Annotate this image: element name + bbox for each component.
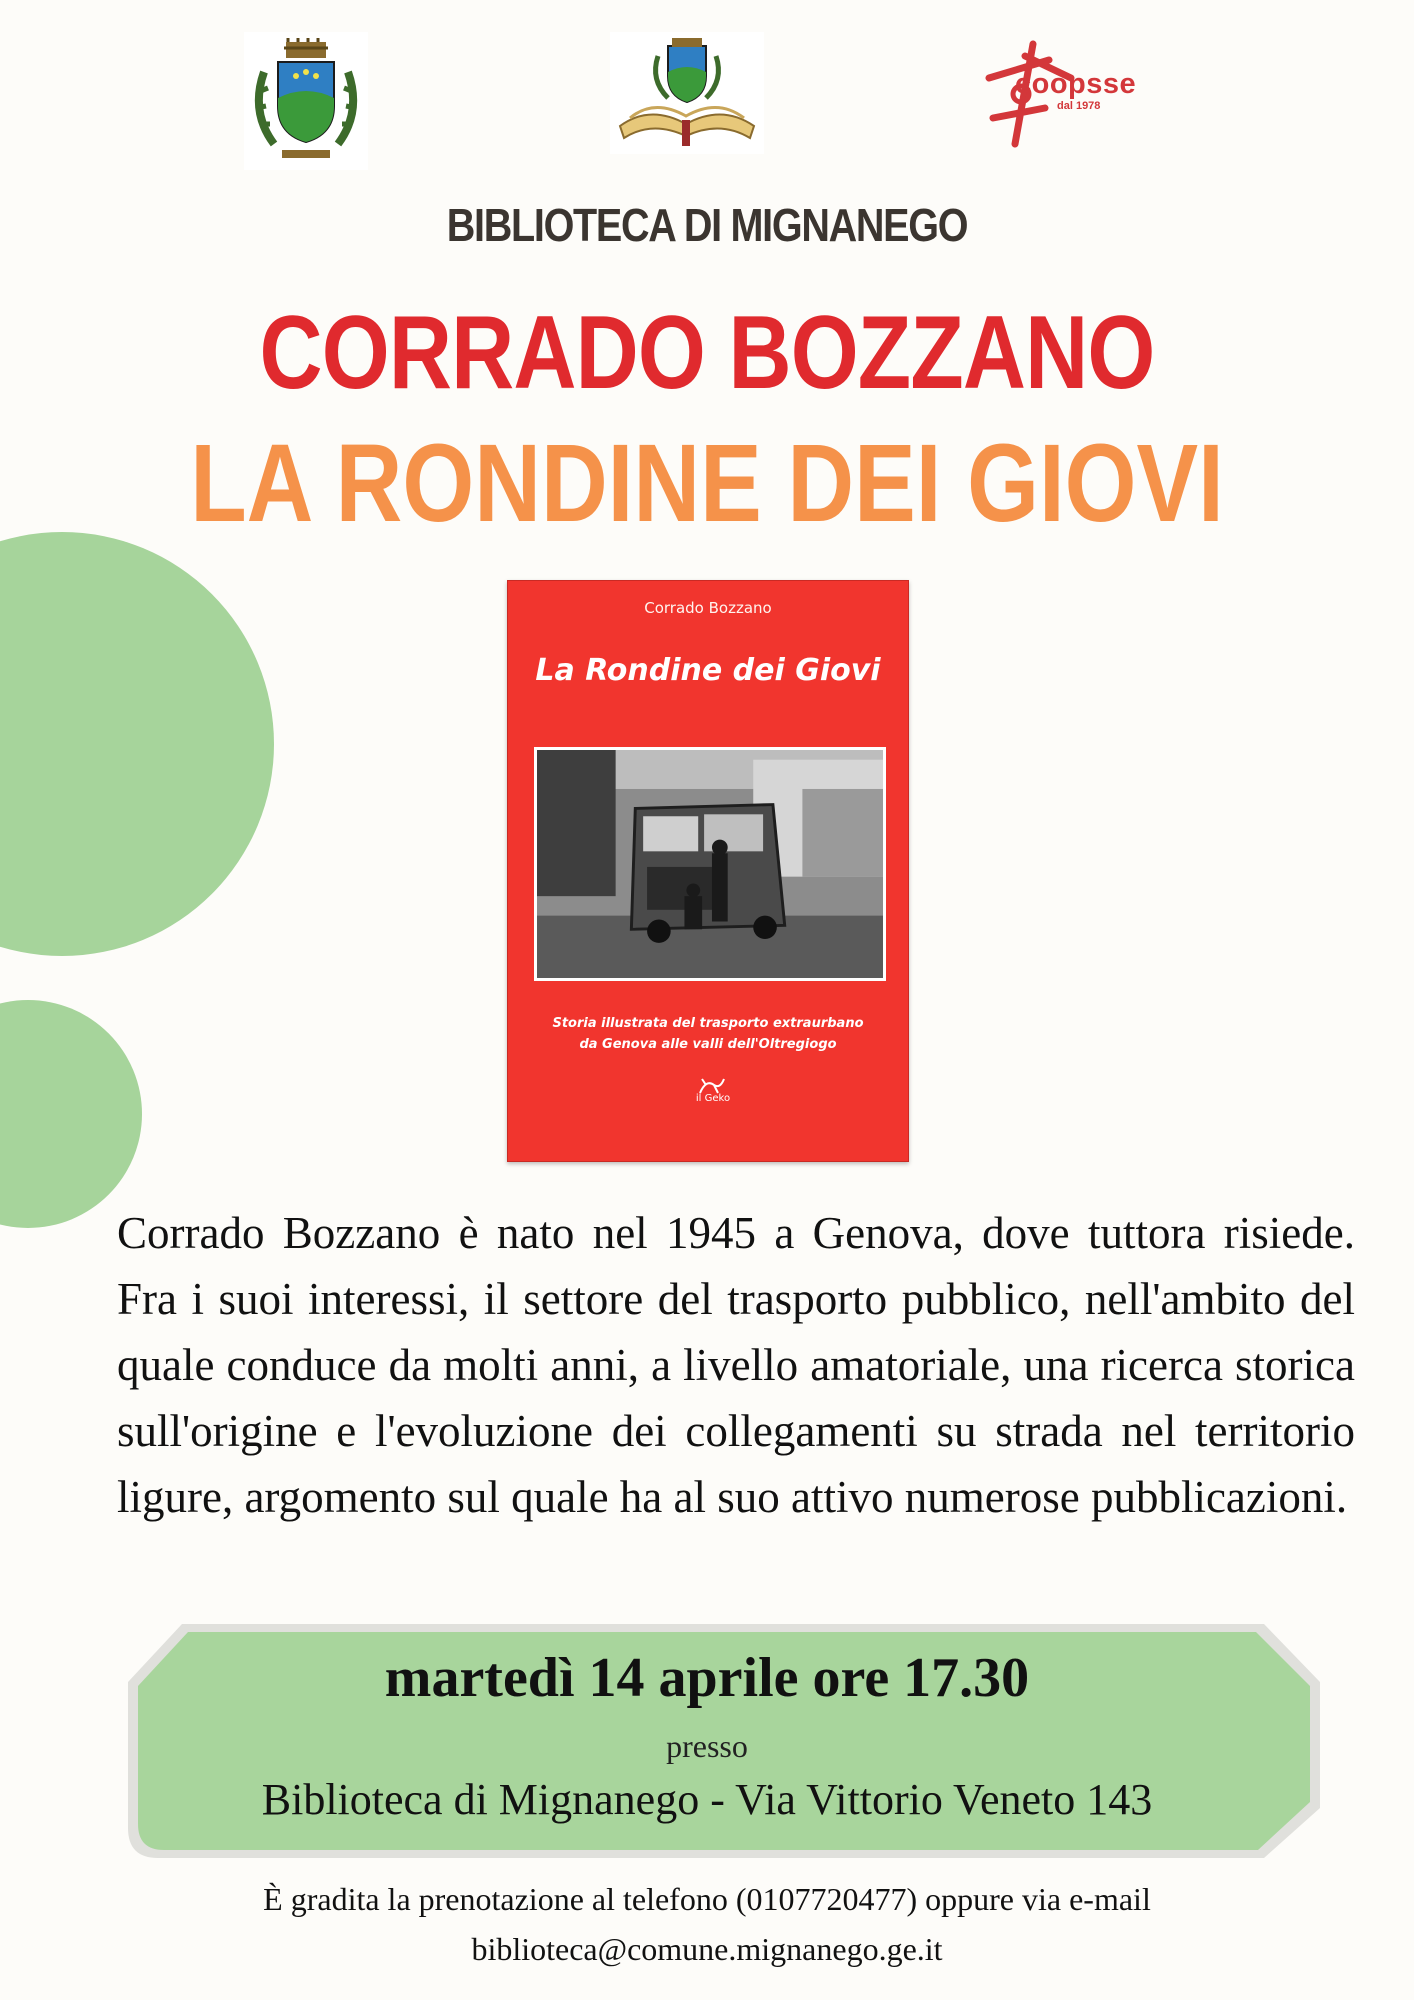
- cover-subtitle-line2: da Genova alle valli dell'Oltregiogo: [579, 1037, 837, 1052]
- cover-author: Corrado Bozzano: [644, 599, 772, 617]
- cover-subtitle-line1: Storia illustrata del trasporto extraurbano: [552, 1016, 864, 1031]
- decorative-circle-large: [0, 532, 274, 956]
- decorative-circle-small: [0, 1000, 142, 1228]
- book-title-heading: LA RONDINE DEI GIOVI: [190, 422, 1224, 545]
- library-crest-logo: [610, 32, 764, 154]
- cover-bus-photo: [534, 747, 886, 981]
- event-location: Biblioteca di Mignanego - Via Vittorio Veneto 143: [261, 1775, 1153, 1824]
- coopsse-tagline: dal 1978: [1057, 100, 1101, 112]
- municipality-crest-logo: [244, 32, 368, 170]
- booking-text: È gradita la prenotazione al telefono (0107720477) oppure via e-mail: [263, 1881, 1151, 1917]
- booking-email-link[interactable]: biblioteca@comune.mignanego.ge.it: [471, 1931, 943, 1967]
- booking-info: [0, 1874, 1414, 1974]
- cover-title: La Rondine dei Giovi: [535, 653, 881, 688]
- library-heading: BIBLIOTECA DI MIGNANEGO: [446, 199, 968, 251]
- event-presso-label: presso: [666, 1728, 748, 1764]
- cover-publisher: il Geko: [695, 1093, 731, 1104]
- coopsse-wordmark: coopsse: [1015, 68, 1137, 100]
- book-cover: [507, 580, 909, 1162]
- cover-subtitle: [508, 1013, 908, 1055]
- event-date-time: martedì 14 aprile ore 17.30: [384, 1647, 1030, 1709]
- author-name-heading: CORRADO BOZZANO: [259, 295, 1155, 411]
- author-bio-paragraph: Corrado Bozzano è nato nel 1945 a Genova, dove tuttora risiede. Fra i suoi interessi, il settore del trasporto pubblico, nell'ambito del quale conduce da molti anni, a livello amatoriale, una ricerca storica sull'origine e l'evoluzione dei collegamenti su strada nel territorio ligure, argomento sul quale ha al suo attivo numerose pubblicazioni.: [117, 1208, 1355, 1522]
